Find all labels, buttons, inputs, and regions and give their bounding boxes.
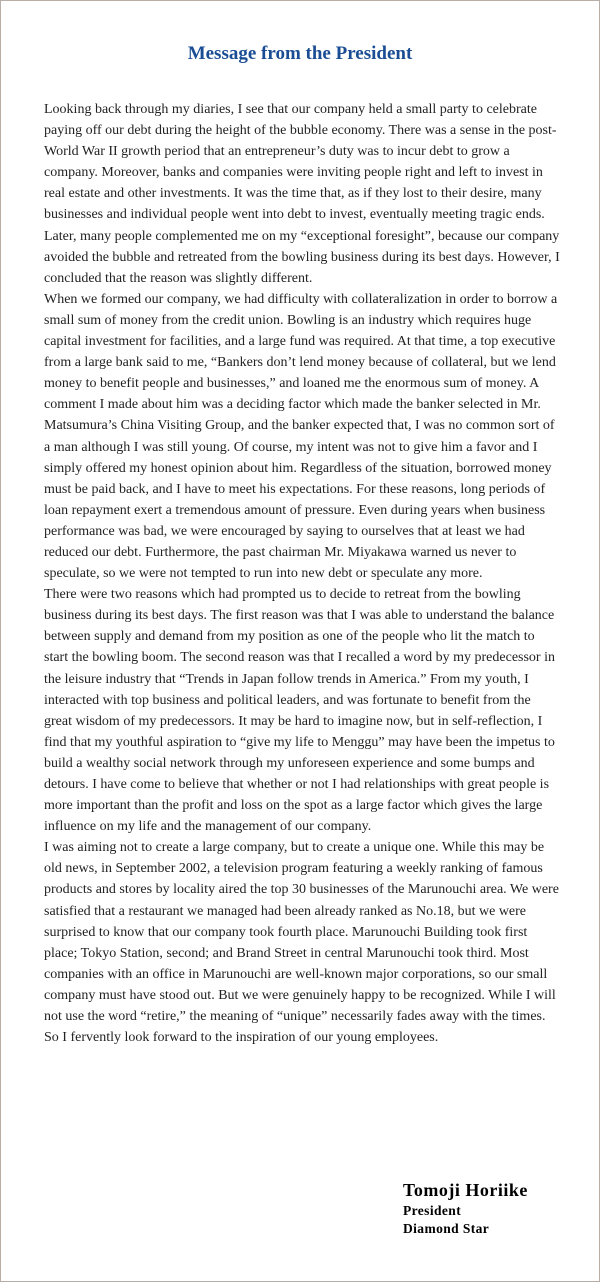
signature-name: Tomoji Horiike <box>403 1180 528 1200</box>
message-body <box>44 99 562 1048</box>
signature-position: President <box>403 1203 462 1218</box>
paragraph-1: Looking back through my diaries, I see that our company held a small party to celebrate paying off our debt during the height of the bubble economy. There was a sense in the post-World War II growth period that an entrepreneur’s duty was to incur debt to grow a company. Moreover, banks and companies were inviting people right and left to invest in real estate and other investments. It was the time that, as if they lost to their desire, many businesses and individual people went into debt to invest, eventually meeting tragic ends. Later, many people complemented me on my “exceptional foresight”, because our company avoided the bubble and retreated from the bowling business during its best days. However, I concluded that the reason was slightly different. <box>44 102 560 286</box>
page-title: Message from the President <box>187 43 413 64</box>
paragraph-3: There were two reasons which had prompted us to decide to retreat from the bowling business during its best days. The first reason was that I was able to understand the balance between supply and demand from my position as one of the people who lit the match to start the bowling boom. The second reason was that I recalled a word by my predecessor in the leisure industry that “Trends in Japan follow trends in America.” From my youth, I interacted with top business and political leaders, and was fortunate to benefit from the great wisdom of my predecessors. It may be hard to imagine now, but in self-reflection, I find that my youthful aspiration to “give my life to Menggu” may have been the impetus to build a wealthy social network through my unforeseen experience and some bumps and detours. I have come to believe that whether or not I had relationships with great people is more important than the profit and loss on the spot as a large factor which gives the large influence on my life and the management of our company. <box>44 587 555 835</box>
paragraph-4: I was aiming not to create a large company, but to create a unique one. While this may be old news, in September 2002, a television program featuring a weekly ranking of famous products and stores by locality aired the top 30 businesses of the Marunouchi area. We were satisfied that a restaurant we managed had been already ranked as No.18, but we were surprised to know that our company took fourth place. Marunouchi Building took first place; Tokyo Station, second; and Brand Street in central Marunouchi took third. Most companies with an office in Marunouchi are well-known major corporations, so our small company must have stood out. But we were genuinely happy to be recognized. While I will not use the word “retire,” the meaning of “unique” necessarily fades away with the times. So I fervently look forward to the inspiration of our young employees. <box>44 840 559 1046</box>
signature-company: Diamond Star <box>403 1221 490 1236</box>
paragraph-2: When we formed our company, we had difficulty with collateralization in order to borrow a small sum of money from the credit union. Bowling is an industry which requires huge capital investment for facilities, and a large fund was required. At that time, a top executive from a large bank said to me, “Bankers don’t lend money because of collateral, but we lend money to benefit people and businesses,” and loaned me the enormous sum of money. A comment I made about him was a deciding factor which made the banker selected in Mr. Matsumura’s China Visiting Group, and the banker expected that, I was no common sort of a man although I was still young. Of course, my intent was not to give him a favor and I simply offered my honest opinion about him. Regardless of the situation, borrowed money must be paid back, and I have to meet his expectations. For these reasons, long periods of loan repayment exert a tremendous amount of pressure. Even during years when business performance was bad, we were encouraged by saying to ourselves that at least we had reduced our debt. Furthermore, the past chairman Mr. Miyakawa warned us never to speculate, so we were not tempted to run into new debt or speculate any more. <box>44 291 558 582</box>
signature-block <box>403 1178 593 1238</box>
